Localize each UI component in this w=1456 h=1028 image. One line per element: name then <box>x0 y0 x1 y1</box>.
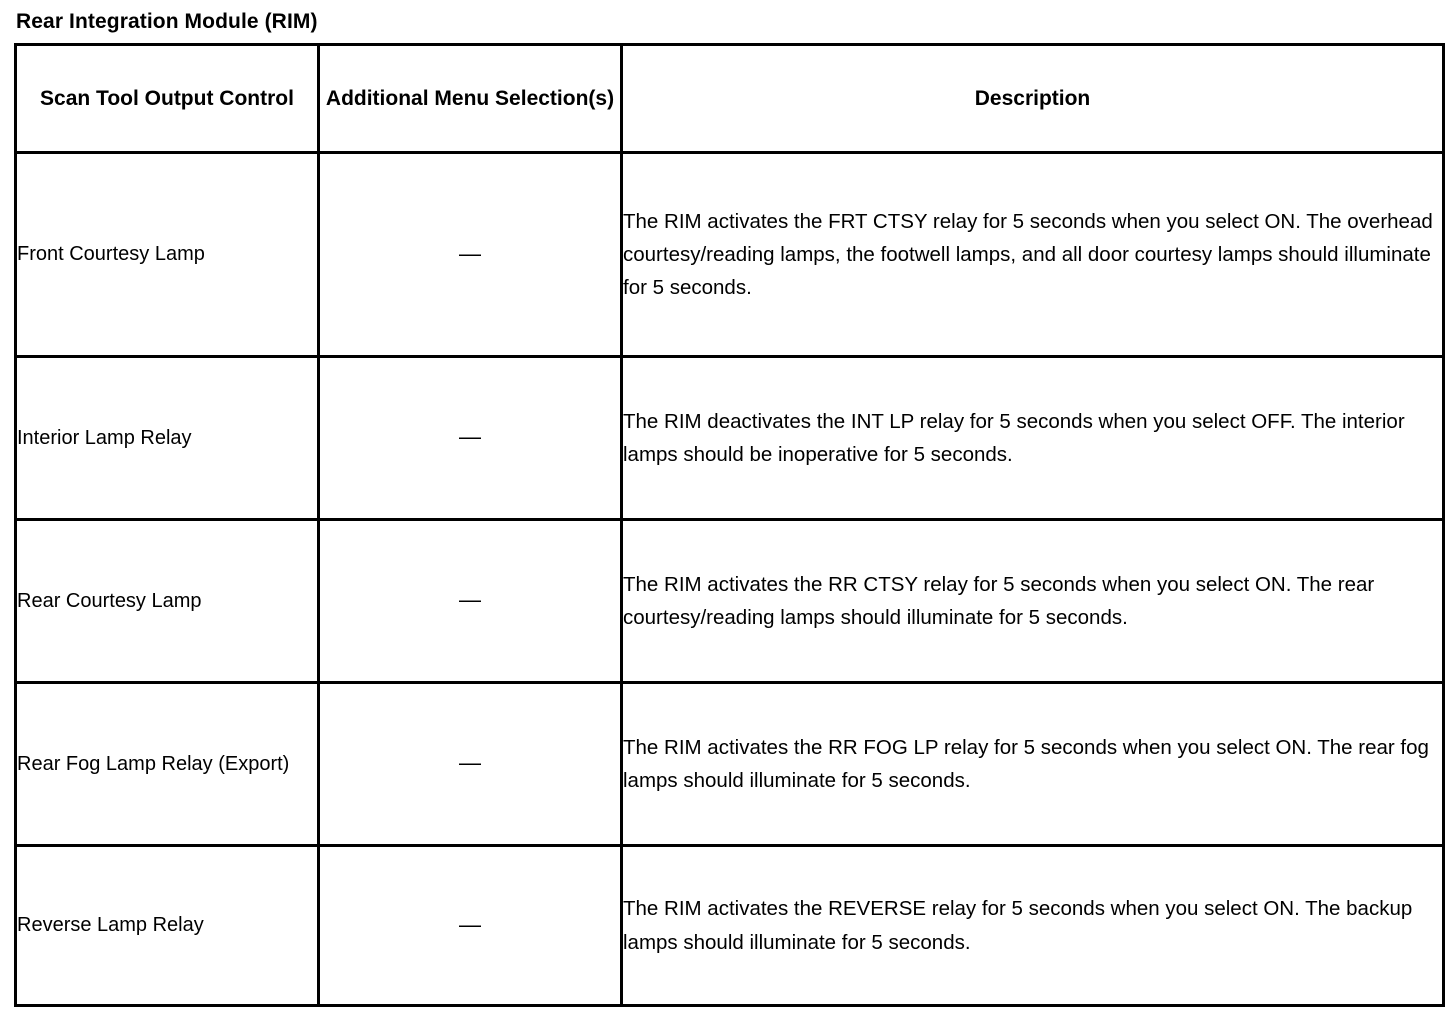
page-title: Rear Integration Module (RIM) <box>16 10 318 33</box>
cell-description: The RIM activates the RR CTSY relay for 5 seconds when you select ON. The rear courtesy/reading lamps should illuminate for 5 seconds. <box>622 520 1444 683</box>
table-row <box>16 357 1444 520</box>
cell-description: The RIM deactivates the INT LP relay for 5 seconds when you select OFF. The interior lamps should be inoperative for 5 seconds. <box>622 357 1444 520</box>
cell-menu-selection <box>319 520 622 683</box>
column-header-additional-menu-selections: Additional Menu Selection(s) <box>319 45 622 153</box>
cell-control: Front Courtesy Lamp <box>16 153 319 357</box>
table-row <box>16 153 1444 357</box>
table-row <box>16 846 1444 1006</box>
scan-tool-output-controls-table <box>14 43 1445 1007</box>
column-header-scan-tool-output-control: Scan Tool Output Control <box>16 45 319 153</box>
table-header-row <box>16 45 1444 153</box>
cell-menu-selection <box>319 153 622 357</box>
cell-description: The RIM activates the FRT CTSY relay for 5 seconds when you select ON. The overhead courtesy/reading lamps, the footwell lamps, and all door courtesy lamps should illuminate for 5 seconds. <box>622 153 1444 357</box>
em-dash-placeholder: — <box>459 750 481 775</box>
cell-control: Interior Lamp Relay <box>16 357 319 520</box>
cell-menu-selection <box>319 683 622 846</box>
cell-control: Rear Courtesy Lamp <box>16 520 319 683</box>
em-dash-placeholder: — <box>459 911 481 937</box>
cell-menu-selection <box>319 357 622 520</box>
em-dash-placeholder: — <box>459 424 481 449</box>
cell-control: Rear Fog Lamp Relay (Export) <box>16 683 319 846</box>
table-row <box>16 683 1444 846</box>
cell-control: Reverse Lamp Relay <box>16 846 319 1006</box>
cell-menu-selection <box>319 846 622 1006</box>
cell-description: The RIM activates the REVERSE relay for 5 seconds when you select ON. The backup lamps should illuminate for 5 seconds. <box>622 846 1444 1006</box>
em-dash-placeholder: — <box>459 240 481 266</box>
column-header-description: Description <box>622 45 1444 153</box>
em-dash-placeholder: — <box>459 587 481 612</box>
table-row <box>16 520 1444 683</box>
cell-description: The RIM activates the RR FOG LP relay for 5 seconds when you select ON. The rear fog lamps should illuminate for 5 seconds. <box>622 683 1444 846</box>
